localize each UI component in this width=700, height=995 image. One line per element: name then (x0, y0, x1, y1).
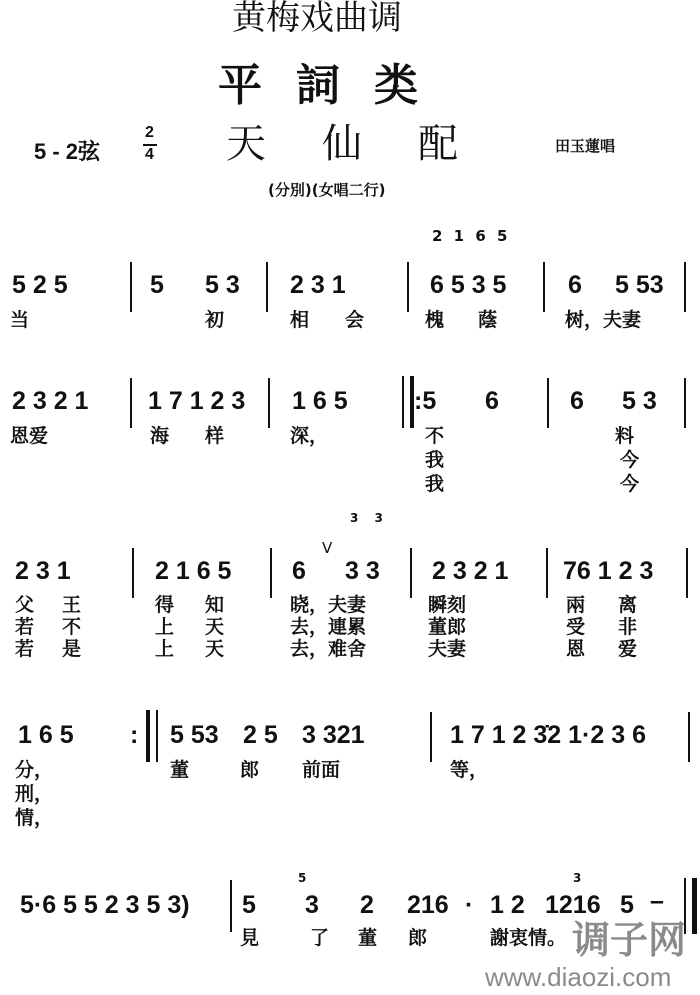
lyric: 恩爱 (10, 425, 49, 447)
measure: 1 6 5 (18, 721, 74, 749)
lyric: 得 (155, 594, 175, 616)
lyric: 董郎 (428, 616, 467, 638)
measure: 2 3 2 1 (432, 557, 509, 585)
lyric: 蔭 (478, 309, 498, 331)
note: 6 (568, 271, 582, 299)
lyric: 深， (290, 425, 329, 447)
lyric: 若 (15, 638, 35, 660)
barline (266, 262, 268, 312)
note-group: 1216 (545, 891, 601, 919)
watermark-name: 调子网 (572, 920, 687, 962)
note-group: 5 53 (615, 271, 664, 299)
dot: · (465, 891, 474, 919)
measure: 6 5 3 5 (430, 271, 507, 299)
lyric: 离 (618, 594, 638, 616)
lyric: 夫妻 (428, 638, 467, 660)
lyric: 树，夫妻 (565, 309, 642, 331)
lyric: 董 (170, 759, 190, 781)
note: 6 (570, 387, 584, 415)
note-group: 3 321 (302, 721, 365, 749)
note-group: 5 3 (622, 387, 657, 415)
measure: 2 3 2 1 (12, 387, 89, 415)
time-sig-bottom: 4 (145, 146, 154, 163)
note-group: 1 2 (490, 891, 525, 919)
note-group: 5 3 (205, 271, 240, 299)
key-signature: 5 - 2弦 (34, 139, 101, 164)
lyric: 海 (150, 425, 170, 447)
lyric: 去，难舍 (290, 638, 367, 660)
lyric: 父 (15, 594, 35, 616)
lyric: 知 (205, 594, 225, 616)
barline (430, 712, 432, 762)
lyric: 瞬刻 (428, 594, 467, 616)
lyric: 非 (618, 616, 638, 638)
lyric: 兩 (566, 594, 586, 616)
note: 5 (620, 891, 634, 919)
time-sig-top: 2 (145, 124, 154, 141)
barline (684, 262, 686, 312)
lyric: 料 (615, 425, 635, 447)
measure: 2 3 1 (15, 557, 71, 585)
note-group: 3 3 (345, 557, 380, 585)
note: 6 (292, 557, 306, 585)
watermark-url: www.diaozi.com (485, 962, 672, 992)
note: 3 (305, 891, 319, 919)
lyric: 等， (450, 759, 489, 781)
lyric: 初 (205, 309, 225, 331)
barline (407, 262, 409, 312)
lyric: 当 (10, 309, 30, 331)
barline (410, 548, 412, 598)
singer-credit: 田玉蓮唱 (555, 137, 616, 155)
dash: – (650, 887, 664, 915)
category-title: 平詞类 (218, 60, 452, 111)
lyric: 分， (15, 759, 54, 781)
note: 6 (485, 387, 499, 415)
lyric: 受 (566, 616, 586, 638)
measure: 5·6 5 5 2 3 5 3) (20, 891, 190, 919)
lyric: 晓，夫妻 (290, 594, 367, 616)
lyric: 不 (425, 425, 445, 447)
measure: 1 6 5 (292, 387, 348, 415)
barline (130, 378, 132, 428)
measure: 2 1 6 5 (155, 557, 232, 585)
ornament-notes: 3 3 (350, 511, 389, 525)
lyric: 王 (62, 594, 82, 616)
lyric: 不 (62, 616, 82, 638)
lyric: 謝衷情。 (490, 927, 567, 949)
measure: 1 7 1 2 3 (148, 387, 246, 415)
lyric: 天 (205, 638, 225, 660)
lyric: 样 (205, 425, 225, 447)
lyric: 上 (155, 616, 175, 638)
lyric: 上 (155, 638, 175, 660)
measure: 5 2 5 (12, 271, 68, 299)
barline (547, 378, 549, 428)
ornament-note: 3 (573, 871, 582, 885)
barline (230, 880, 232, 932)
song-title: 天仙配 (226, 121, 514, 167)
lyric: 爱 (618, 638, 638, 660)
lyric: 郎 (408, 927, 428, 949)
repeat-dots: : (130, 721, 139, 749)
measure: 2 3 1 (290, 271, 346, 299)
ornament-notes: 2 1 6 5 (432, 227, 511, 245)
lyric: 槐 (425, 309, 445, 331)
lyric: 我 (425, 449, 445, 471)
note: 5 (242, 891, 256, 919)
lyric: 了 (310, 927, 330, 949)
lyric: 相 (290, 309, 310, 331)
barline (543, 262, 545, 312)
lyric: 是 (62, 638, 82, 660)
measure: 76 1 2 3 (563, 557, 654, 585)
lyric: 恩 (566, 638, 586, 660)
lyric: 我 (425, 473, 445, 495)
lyric: 去，連累 (290, 616, 367, 638)
lyric: 郎 (240, 759, 260, 781)
lyric: 会 (345, 309, 365, 331)
note-group: 5 53 (170, 721, 219, 749)
lyric: 刑， (15, 783, 54, 805)
barline (688, 712, 690, 762)
lyric: 今 (620, 449, 640, 471)
note: :5 (414, 387, 437, 415)
lyric: 董 (358, 927, 378, 949)
barline (268, 378, 270, 428)
repeat-start-barline (402, 376, 414, 428)
measure: 1 7 1 2 3̇2 1·2 3 6 (450, 721, 646, 749)
collection-title: 黄梅戏曲调 (232, 0, 402, 38)
repeat-end-barline (146, 710, 158, 762)
lyric: 前面 (302, 759, 341, 781)
note: 5 (150, 271, 164, 299)
barline (546, 548, 548, 598)
grace-note: 5 (298, 871, 307, 885)
barline (686, 548, 688, 598)
barline (132, 548, 134, 598)
lyric: 情， (15, 807, 54, 829)
note-group: 2 5 (243, 721, 278, 749)
lyric: 今 (620, 473, 640, 495)
barline (270, 548, 272, 598)
subtitle: (分別)(女唱二行) (268, 181, 386, 199)
breath-mark: V (322, 539, 333, 557)
lyric: 見 (240, 927, 260, 949)
note: 2 (360, 891, 374, 919)
barline (130, 262, 132, 312)
barline (684, 378, 686, 428)
lyric: 若 (15, 616, 35, 638)
lyric: 天 (205, 616, 225, 638)
note-group: 216 (407, 891, 449, 919)
